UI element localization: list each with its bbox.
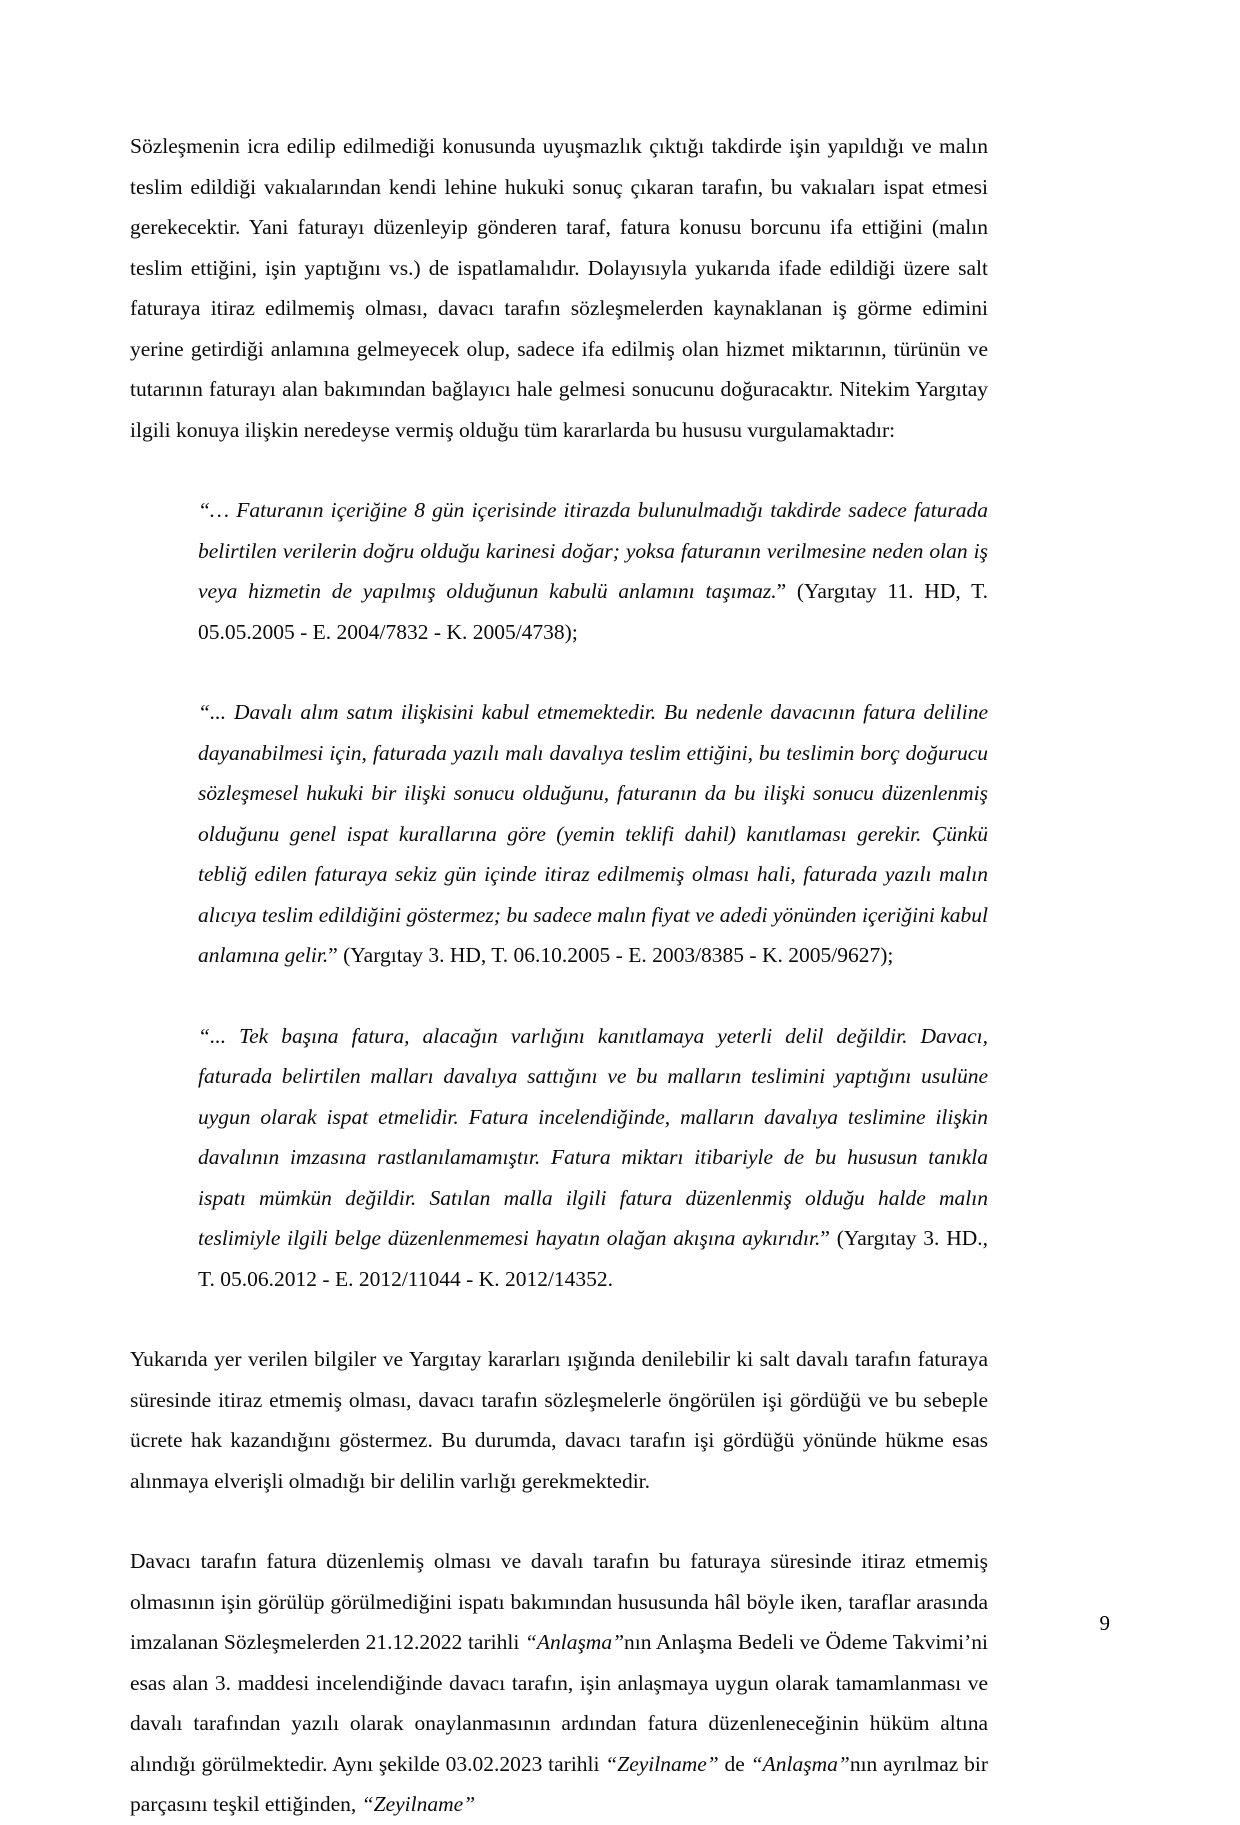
final-segment-2: nın Anlaşma Bedeli ve Ödeme Takvimi’ni esas alan 3. maddesi incelendiğinde davacı tarafın, işin anlaşmaya uygun olarak tamamlanması ve davalı tarafından yazılı olarak onaylanmasının ardından fatura düzenleneceğinin hüküm altına alındığı görülmektedir. Aynı şekilde 03.02.2023 tarihli: [130, 1630, 988, 1776]
quote-text-2: “... Davalı alım satım ilişkisini kabul etmemektedir. Bu nedenle davacının fatura deliline dayanabilmesi için, faturada yazılı malı davalıya teslim ettiğini, bu teslimin borç doğurucu sözleşmesel hukuki bir ilişki sonucu olduğunu, faturanın da bu ilişki sonucu düzenlenmiş olduğunu genel ispat kurallarına göre (yemin teklifi dahil) kanıtlaması gerekir. Çünkü tebliğ edilen faturaya sekiz gün içinde itiraz edilmemiş olması hali, faturada yazılı malın alıcıya teslim edildiğini göstermez; bu sadece malın fiyat ve adedi yönünden içeriğini kabul anlamına gelir.: [198, 700, 988, 967]
spacer: [130, 1501, 988, 1541]
final-emphasis-zeyilname-1: “Zeyilname”: [605, 1751, 719, 1776]
quote-citation-3: ” (Yargıtay 3. HD., T. 05.06.2012 - E. 2012/11044 - K. 2012/14352.: [198, 1226, 988, 1291]
quote-text-3: “... Tek başına fatura, alacağın varlığını kanıtlamaya yeterli delil değildir. Davacı, faturada belirtilen malları davalıya sattığını ve bu malların teslimini yaptığını usulüne uygun olarak ispat etmelidir. Fatura incelendiğinde, malların davalıya teslimine ilişkin davalının imzasına rastlanılamamıştır. Fatura miktarı itibariyle de bu hususun tanıkla ispatı mümkün değildir. Satılan malla ilgili fatura düzenlenmiş olduğu halde malın teslimiyle ilgili belge düzenlenmemesi hayatın olağan akışına aykırıdır.: [198, 1023, 988, 1250]
spacer: [130, 652, 988, 692]
quote-citation-1: ” (Yargıtay 11. HD, T. 05.05.2005 - E. 2004/7832 - K. 2005/4738);: [198, 579, 988, 644]
quote-block-3: [198, 1016, 988, 1300]
final-emphasis-anlasma-1: “Anlaşma”: [524, 1630, 625, 1654]
final-emphasis-zeyilname-2: “Zeyilname”: [361, 1792, 476, 1816]
paragraph-conclusion-one: Yukarıda yer verilen bilgiler ve Yargıtay kararları ışığında denilebilir ki salt davalı tarafın faturaya süresinde itiraz etmemiş olması, davacı tarafın sözleşmelerle öngörülen işi gördüğü ve bu sebeple ücrete hak kazandığını göstermez. Bu durumda, davacı tarafın işi gördüğü yönünde hükme esas alınmaya elverişli olmadığı bir delilin varlığı gerekmektedir.: [130, 1347, 988, 1493]
quote-block-2: [198, 692, 988, 976]
quote-block-1: [198, 490, 988, 652]
paragraph-intro: Sözleşmenin icra edilip edilmediği konusunda uyuşmazlık çıktığı takdirde işin yapıldığı ve malın teslim edildiği vakıalarından kendi lehine hukuki sonuç çıkaran tarafın, bu vakıaları ispat etmesi gerekecektir. Yani faturayı düzenleyip gönderen taraf, fatura konusu borcunu ifa ettiğini (malın teslim ettiğini, işin yaptığını vs.) de ispatlamalıdır. Dolayısıyla yukarıda ifade edildiği üzere salt faturaya itiraz edilmemiş olması, davacı tarafın sözleşmelerden kaynaklanan iş görme edimini yerine getirdiği anlamına gelmeyecek olup, sadece ifa edilmiş olan hizmet miktarının, türünün ve tutarının faturayı alan bakımından bağlayıcı hale gelmesi sonucunu doğuracaktır. Nitekim Yargıtay ilgili konuya ilişkin neredeyse vermiş olduğu tüm kararlarda bu hususu vurgulamaktadır:: [130, 134, 988, 442]
page-content-column: [130, 126, 988, 1825]
page-number: 9: [1099, 1611, 1110, 1635]
final-segment-3: de: [718, 1751, 751, 1776]
final-segment-1: Davacı tarafın fatura düzenlemiş olması ve davalı tarafın bu faturaya süresinde itiraz etmemiş olmasının işin görülüp görülmediğini ispatı bakımından hususunda hâl böyle iken, taraflar arasında imzalanan Sözleşmelerden 21.12.2022 tarihli: [130, 1549, 988, 1654]
quote-text-1: “… Faturanın içeriğine 8 gün içerisinde itirazda bulunulmadığı takdirde sadece faturada belirtilen verilerin doğru olduğu karinesi doğar; yoksa faturanın verilmesine neden olan iş veya hizmetin de yapılmış olduğunun kabulü anlamını taşımaz.: [198, 498, 988, 603]
final-segment-4: nın ayrılmaz bir parçasını teşkil ettiğinden,: [130, 1751, 988, 1816]
quote-citation-2: ” (Yargıtay 3. HD, T. 06.10.2005 - E. 2003/8385 - K. 2005/9627);: [328, 943, 894, 967]
paragraph-final: [130, 1541, 988, 1825]
spacer: [130, 1299, 988, 1339]
final-emphasis-anlasma-2: “Anlaşma”: [750, 1751, 850, 1776]
spacer: [130, 976, 988, 1016]
spacer: [130, 450, 988, 490]
